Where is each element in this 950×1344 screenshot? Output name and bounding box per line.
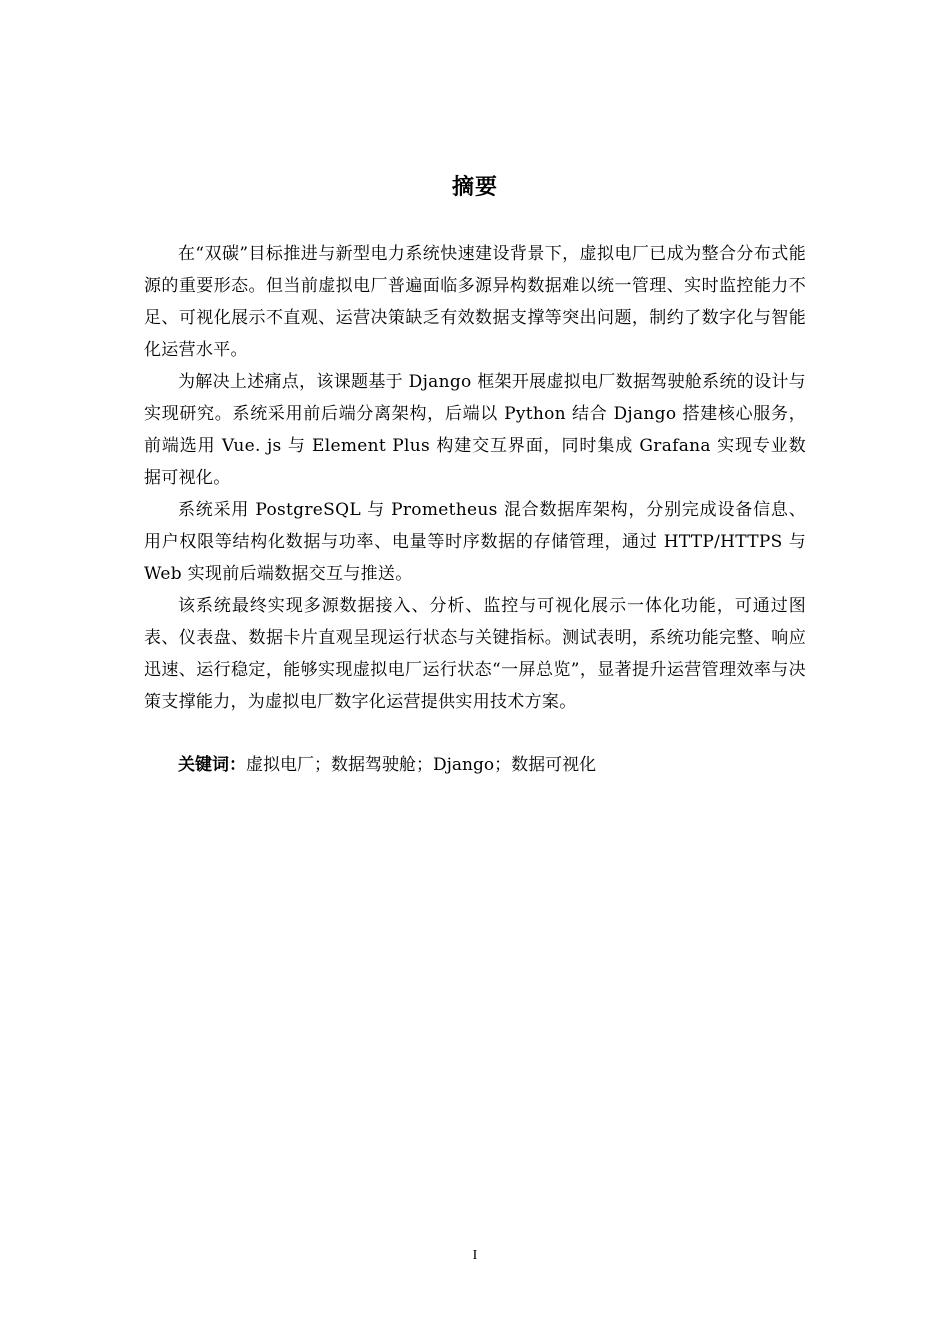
abstract-body — [144, 238, 806, 718]
keywords-line — [144, 749, 806, 781]
abstract-paragraph-3: 系统采用 PostgreSQL 与 Prometheus 混合数据库架构，分别完成设备信息、用户权限等结构化数据与功率、电量等时序数据的存储管理，通过 HTTP/HTTPS 与 Web 实现前后端数据交互与推送。 — [144, 500, 806, 584]
keywords-label: 关键词： — [178, 755, 246, 775]
keywords-value: 虚拟电厂；数据驾驶舱；Django；数据可视化 — [246, 755, 597, 775]
abstract-title: 摘要 — [451, 175, 498, 200]
abstract-paragraph-4: 该系统最终实现多源数据接入、分析、监控与可视化展示一体化功能，可通过图表、仪表盘、数据卡片直观呈现运行状态与关键指标。测试表明，系统功能完整、响应迅速、运行稳定，能够实现虚拟电厂运行状态“一屏总览”，显著提升运营管理效率与决策支撑能力，为虚拟电厂数字化运营提供实用技术方案。 — [144, 596, 806, 712]
abstract-paragraph-2: 为解决上述痛点，该课题基于 Django 框架开展虚拟电厂数据驾驶舱系统的设计与实现研究。系统采用前后端分离架构，后端以 Python 结合 Django 搭建核心服务，前端选用 Vue. js 与 Element Plus 构建交互界面，同时集成 Grafana 实现专业数据可视化。 — [144, 372, 806, 488]
abstract-paragraph-1: 在“双碳”目标推进与新型电力系统快速建设背景下，虚拟电厂已成为整合分布式能源的重要形态。但当前虚拟电厂普遍面临多源异构数据难以统一管理、实时监控能力不足、可视化展示不直观、运营决策缺乏有效数据支撑等突出问题，制约了数字化与智能化运营水平。 — [144, 244, 806, 360]
page-number: I — [472, 1248, 478, 1263]
